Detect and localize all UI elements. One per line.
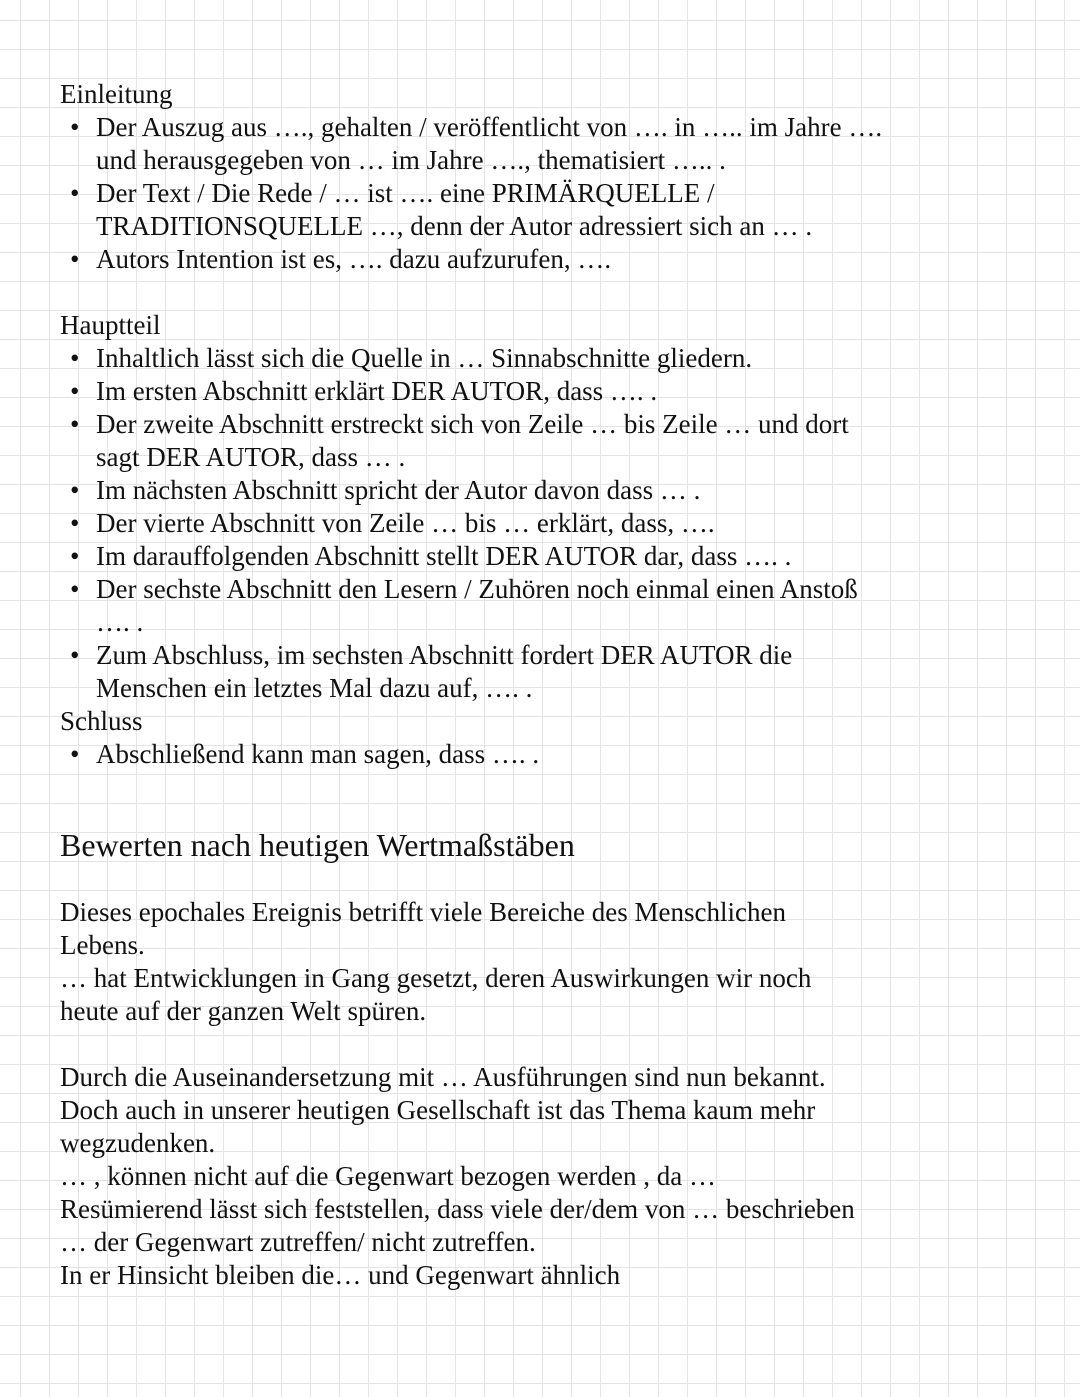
- text-line: • Der Auszug aus …., gehalten / veröffentlicht von …. in ….. im Jahre ….: [96, 112, 883, 142]
- evaluation-text: [60, 896, 855, 1292]
- section-title: Bewerten nach heutigen Wertmaßstäben: [60, 827, 575, 863]
- list-item: [60, 507, 882, 540]
- bullet-list: [60, 342, 882, 705]
- paragraph-line: Doch auch in unserer heutigen Gesellschaft ist das Thema kaum mehr: [60, 1095, 816, 1125]
- list-item: [60, 243, 882, 276]
- list-item: [60, 738, 882, 771]
- paragraph-line: In er Hinsicht bleiben die… und Gegenwart ähnlich: [60, 1260, 621, 1290]
- text-line: Menschen ein letztes Mal dazu auf, …. .: [96, 673, 533, 703]
- bullet-list: [60, 738, 882, 771]
- paragraph-line: wegzudenken.: [60, 1128, 216, 1158]
- list-item: [60, 375, 882, 408]
- section-heading: Hauptteil: [60, 310, 161, 340]
- text-line: • Im nächsten Abschnitt spricht der Autor davon dass … .: [96, 475, 701, 505]
- text-line: • Abschließend kann man sagen, dass …. .: [96, 739, 540, 769]
- list-item: [60, 177, 882, 243]
- text-line: • Der zweite Abschnitt erstreckt sich von Zeile … bis Zeile … und dort: [96, 409, 849, 439]
- paragraph-line: Resümierend lässt sich feststellen, dass viele der/dem von … beschrieben: [60, 1194, 855, 1224]
- list-item: [60, 639, 882, 705]
- paragraph-line: … hat Entwicklungen in Gang gesetzt, deren Auswirkungen wir noch: [60, 963, 812, 993]
- text-line: • Der sechste Abschnitt den Lesern / Zuhören noch einmal einen Anstoß: [96, 574, 858, 604]
- paragraph-line: heute auf der ganzen Welt spüren.: [60, 996, 427, 1026]
- list-item: [60, 408, 882, 474]
- text-line: • Der Text / Die Rede / … ist …. eine PRIMÄRQUELLE /: [96, 178, 715, 208]
- text-line: • Der vierte Abschnitt von Zeile … bis … erklärt, dass, ….: [96, 508, 715, 538]
- paragraph-line: … der Gegenwart zutreffen/ nicht zutreffen.: [60, 1227, 536, 1257]
- text-line: • Inhaltlich lässt sich die Quelle in … Sinnabschnitte gliedern.: [96, 343, 753, 373]
- list-item: [60, 342, 882, 375]
- list-item: [60, 573, 882, 639]
- bullet-list: [60, 111, 882, 276]
- text-line: sagt DER AUTOR, dass … .: [96, 442, 406, 472]
- paragraph-line: Lebens.: [60, 930, 145, 960]
- list-item: [60, 111, 882, 177]
- text-line: • Zum Abschluss, im sechsten Abschnitt fordert DER AUTOR die: [96, 640, 793, 670]
- text-line: • Im ersten Abschnitt erklärt DER AUTOR, dass …. .: [96, 376, 658, 406]
- text-line: TRADITIONSQUELLE …, denn der Autor adressiert sich an … .: [96, 211, 813, 241]
- list-item: [60, 474, 882, 507]
- section-heading: Einleitung: [60, 79, 173, 109]
- essay-outline: [60, 78, 882, 771]
- paragraph-line: … , können nicht auf die Gegenwart bezogen werden , da …: [60, 1161, 717, 1191]
- text-line: • Autors Intention ist es, …. dazu aufzurufen, ….: [96, 244, 612, 274]
- paragraph-line: Dieses epochales Ereignis betrifft viele Bereiche des Menschlichen: [60, 897, 786, 927]
- text-line: • Im darauffolgenden Abschnitt stellt DER AUTOR dar, dass …. .: [96, 541, 792, 571]
- section-heading: Schluss: [60, 706, 143, 736]
- text-line: und herausgegeben von … im Jahre …., thematisiert ….. .: [96, 145, 726, 175]
- list-item: [60, 540, 882, 573]
- paragraph-line: Durch die Auseinandersetzung mit … Ausführungen sind nun bekannt.: [60, 1062, 826, 1092]
- text-line: …. .: [96, 607, 144, 637]
